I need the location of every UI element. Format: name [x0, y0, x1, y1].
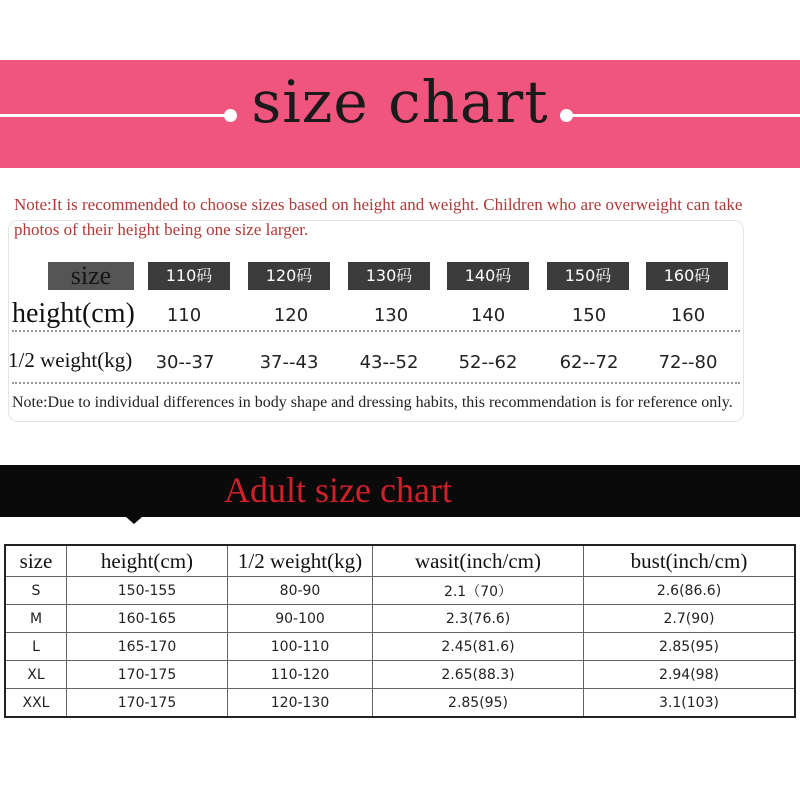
bust-cell: 2.94(98)	[584, 661, 796, 689]
bust-cell: 2.7(90)	[584, 605, 796, 633]
bust-cell: 2.85(95)	[584, 633, 796, 661]
height-value: 130	[373, 305, 409, 326]
column-header-size: size	[5, 545, 67, 577]
size-cell: XXL	[5, 689, 67, 718]
bust-cell: 3.1(103)	[584, 689, 796, 718]
weight-value: 43--52	[359, 352, 419, 373]
kids-header-size-120: 120码	[248, 262, 330, 290]
column-header-height: height(cm)	[67, 545, 228, 577]
table-row	[5, 577, 795, 605]
recommendation-note: Note:It is recommended to choose sizes based on height and weight. Children who are overweight can take photos of their height being one size larger.	[14, 195, 743, 239]
size-chart-banner	[0, 60, 800, 168]
kids-header-size-110: 110码	[148, 262, 230, 290]
height-cell: 170-175	[67, 689, 228, 718]
height-cell: 150-155	[67, 577, 228, 605]
bust-cell: 2.6(86.6)	[584, 577, 796, 605]
reference-note: Note:Due to individual differences in body shape and dressing habits, this recommendation is for reference only.	[12, 394, 733, 411]
weight-row-label: 1/2 weight(kg)	[8, 348, 133, 372]
height-cell: 165-170	[67, 633, 228, 661]
waist-cell: 2.1（70）	[373, 577, 584, 605]
height-value: 150	[571, 305, 607, 326]
size-cell: XL	[5, 661, 67, 689]
size-cell: L	[5, 633, 67, 661]
weight-value: 30--37	[155, 352, 215, 373]
weight-cell: 120-130	[228, 689, 373, 718]
kids-header-size: size	[48, 262, 134, 290]
kids-header-size-150: 150码	[547, 262, 629, 290]
height-value: 160	[670, 305, 706, 326]
adult-size-chart-banner	[0, 465, 800, 517]
table-row	[5, 689, 795, 718]
column-header-waist: wasit(inch/cm)	[373, 545, 584, 577]
size-cell: S	[5, 577, 67, 605]
weight-value: 72--80	[658, 352, 718, 373]
kids-header-size-140: 140码	[447, 262, 529, 290]
weight-cell: 90-100	[228, 605, 373, 633]
kids-header-size-160: 160码	[646, 262, 728, 290]
weight-cell: 100-110	[228, 633, 373, 661]
weight-cell: 80-90	[228, 577, 373, 605]
waist-cell: 2.85(95)	[373, 689, 584, 718]
height-cell: 170-175	[67, 661, 228, 689]
row-divider	[12, 330, 740, 332]
weight-value: 52--62	[458, 352, 518, 373]
row-divider	[12, 382, 740, 384]
height-value: 140	[470, 305, 506, 326]
waist-cell: 2.45(81.6)	[373, 633, 584, 661]
column-header-weight: 1/2 weight(kg)	[228, 545, 373, 577]
banner-pointer	[126, 517, 142, 524]
height-value: 110	[166, 305, 202, 326]
table-row	[5, 605, 795, 633]
waist-cell: 2.3(76.6)	[373, 605, 584, 633]
table-row	[5, 633, 795, 661]
height-value: 120	[273, 305, 309, 326]
waist-cell: 2.65(88.3)	[373, 661, 584, 689]
table-header-row	[5, 545, 795, 577]
height-row-label: height(cm)	[12, 298, 135, 329]
table-row	[5, 661, 795, 689]
weight-cell: 110-120	[228, 661, 373, 689]
height-cell: 160-165	[67, 605, 228, 633]
column-header-bust: bust(inch/cm)	[584, 545, 796, 577]
page-title: size chart	[251, 68, 549, 136]
weight-value: 62--72	[559, 352, 619, 373]
weight-value: 37--43	[259, 352, 319, 373]
adult-size-table	[4, 544, 796, 718]
size-cell: M	[5, 605, 67, 633]
adult-title: Adult size chart	[224, 470, 452, 510]
kids-header-size-130: 130码	[348, 262, 430, 290]
